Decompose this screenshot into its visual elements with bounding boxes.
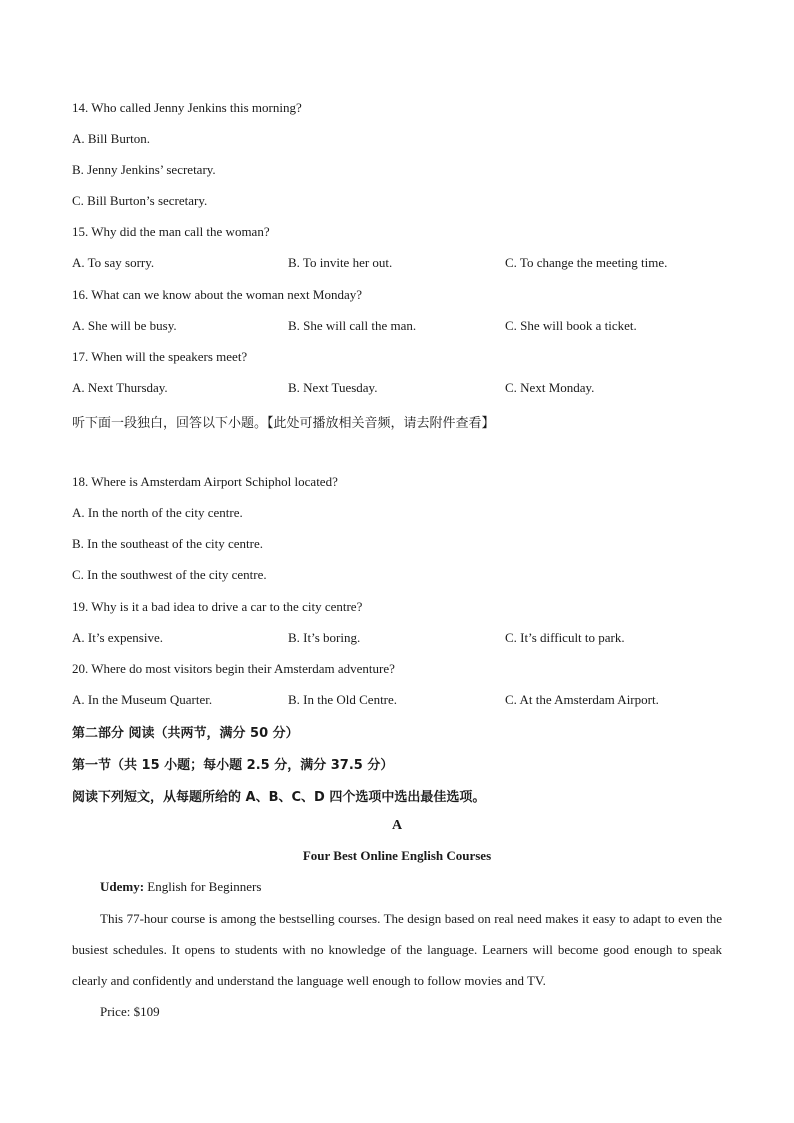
q15-question: 15. Why did the man call the woman? xyxy=(72,224,270,239)
q19-option-b: B. It’s boring. xyxy=(288,630,361,645)
q17-option-b: B. Next Tuesday. xyxy=(288,380,378,395)
q17-option-c: C. Next Monday. xyxy=(505,380,595,395)
q19-option-c: C. It’s difficult to park. xyxy=(505,630,625,645)
q20-option-a: A. In the Museum Quarter. xyxy=(72,692,213,707)
q20-question: 20. Where do most visitors begin their Amsterdam adventure? xyxy=(72,661,395,676)
q20-options xyxy=(72,692,732,710)
course-price: Price: $109 xyxy=(100,1004,160,1019)
q15-option-c: C. To change the meeting time. xyxy=(505,255,668,270)
q14-option-c: C. Bill Burton’s secretary. xyxy=(72,193,208,208)
q16-options xyxy=(72,318,732,336)
q18-option-a: A. In the north of the city centre. xyxy=(72,505,243,520)
q14-option-a: A. Bill Burton. xyxy=(72,131,151,146)
q18-option-c: C. In the southwest of the city centre. xyxy=(72,567,267,582)
q20-option-c: C. At the Amsterdam Airport. xyxy=(505,692,659,707)
q14-question: 14. Who called Jenny Jenkins this morning? xyxy=(72,100,302,115)
q18-question: 18. Where is Amsterdam Airport Schiphol located? xyxy=(72,474,338,489)
q14-option-b: B. Jenny Jenkins’ secretary. xyxy=(72,162,216,177)
q19-question: 19. Why is it a bad idea to drive a car to the city centre? xyxy=(72,599,363,614)
q17-option-a: A. Next Thursday. xyxy=(72,380,168,395)
passage-letter: A xyxy=(391,818,403,833)
q20-option-b: B. In the Old Centre. xyxy=(288,692,398,707)
q15-option-a: A. To say sorry. xyxy=(72,255,155,270)
q16-option-c: C. She will book a ticket. xyxy=(505,318,637,333)
q17-question: 17. When will the speakers meet? xyxy=(72,349,248,364)
course-subtitle: English for Beginners xyxy=(144,879,262,894)
q15-option-b: B. To invite her out. xyxy=(288,255,393,270)
course-paragraph-text: This 77-hour course is among the bestselling courses. The design based on real need makes it easy to adapt to even the busiest schedules. It opens to students with no knowledge of the language. Learners will become good enough to speak clearly and confidently and understand the language well enough to follow movies and TV. xyxy=(72,911,722,988)
passage-title: Four Best Online English Courses xyxy=(302,848,492,863)
q16-option-b: B. She will call the man. xyxy=(288,318,417,333)
q16-option-a: A. She will be busy. xyxy=(72,318,177,333)
section1-heading: 第一节（共 15 小题；每小题 2.5 分，满分 37.5 分） xyxy=(72,758,394,773)
reading-instruction: 阅读下列短文，从每题所给的 A、B、C、D 四个选项中选出最佳选项。 xyxy=(72,790,486,805)
course-paragraph xyxy=(72,903,722,996)
course-name: Udemy: xyxy=(100,879,145,894)
q17-options xyxy=(72,380,732,398)
q19-options xyxy=(72,630,732,648)
course-heading xyxy=(100,879,261,895)
part2-heading: 第二部分 阅读（共两节，满分 50 分） xyxy=(72,726,299,741)
q16-question: 16. What can we know about the woman next Monday? xyxy=(72,287,363,302)
q18-option-b: B. In the southeast of the city centre. xyxy=(72,536,263,551)
q15-options xyxy=(72,255,732,273)
q19-option-a: A. It’s expensive. xyxy=(72,630,163,645)
monologue-instruction: 听下面一段独白，回答以下小题。【此处可播放相关音频，请去附件查看】 xyxy=(72,416,495,431)
